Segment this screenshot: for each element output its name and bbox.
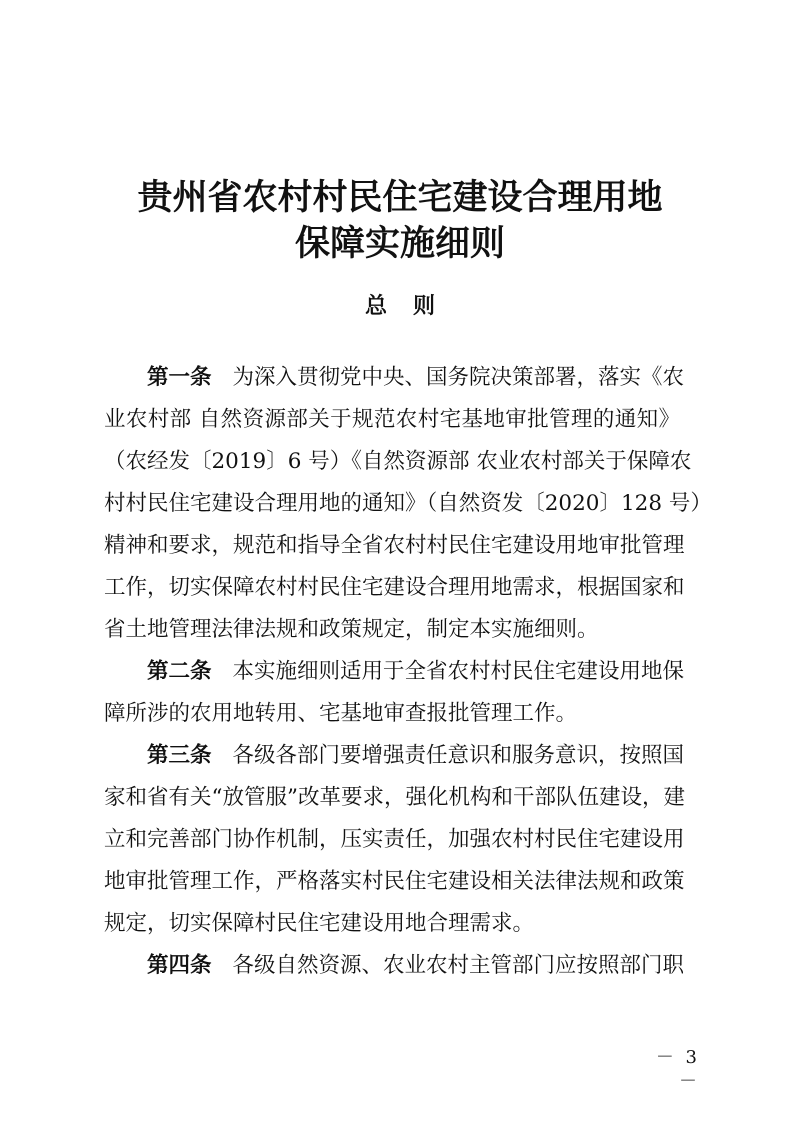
article-line: 精神和要求，规范和指导全省农村村民住宅建设用地审批管理 <box>104 533 685 558</box>
article-label: 第二条 <box>147 659 212 684</box>
article-text: 为深入贯彻党中央、国务院决策部署，落实《农 <box>232 365 685 390</box>
article-line: 规定，切实保障村民住宅建设用地合理需求。 <box>104 911 535 936</box>
article-line: 业农村部 自然资源部关于规范农村宅基地审批管理的通知》 <box>104 407 680 432</box>
document-title-line-2: 保障实施细则 <box>294 223 505 264</box>
article-line: 障所涉的农用地转用、宅基地审查报批管理工作。 <box>104 701 578 726</box>
article-1 <box>104 357 712 651</box>
article-line: 家和省有关“放管服”改革要求，强化机构和干部队伍建设，建 <box>104 785 685 810</box>
article-label: 第四条 <box>147 953 212 978</box>
article-line: 工作，切实保障农村村民住宅建设合理用地需求，根据国家和 <box>104 575 685 600</box>
document-title-line-1: 贵州省农村村民住宅建设合理用地 <box>137 177 663 218</box>
article-text: 各级各部门要增强责任意识和服务意识，按照国 <box>232 743 685 768</box>
section-heading-part-1: 总 <box>364 294 387 319</box>
document-body <box>104 357 712 987</box>
article-text: 各级自然资源、农业农村主管部门应按照部门职 <box>232 953 685 978</box>
article-4 <box>104 945 685 987</box>
article-label: 第三条 <box>147 743 212 768</box>
article-2 <box>104 651 685 735</box>
article-line: 立和完善部门协作机制，压实责任，加强农村村民住宅建设用 <box>104 827 685 852</box>
article-line: （农经发〔2019〕6 号）《自然资源部 农业农村部关于保障农 <box>104 449 692 474</box>
page-number: － 3 － <box>655 1047 700 1092</box>
article-line: 地审批管理工作，严格落实村民住宅建设相关法律法规和政策 <box>104 869 685 894</box>
article-line <box>104 945 685 987</box>
article-line <box>104 357 685 399</box>
section-heading-general-provisions <box>0 292 800 322</box>
section-heading-part-2: 则 <box>413 294 436 319</box>
article-line <box>104 735 685 777</box>
article-line: 省土地管理法律法规和政策规定，制定本实施细则。 <box>104 617 599 642</box>
article-label: 第一条 <box>147 365 212 390</box>
article-line: 村村民住宅建设合理用地的通知》（自然资发〔2020〕128 号） <box>104 491 712 516</box>
article-text: 本实施细则适用于全省农村村民住宅建设用地保 <box>232 659 685 684</box>
article-line <box>104 651 685 693</box>
article-3 <box>104 735 685 945</box>
